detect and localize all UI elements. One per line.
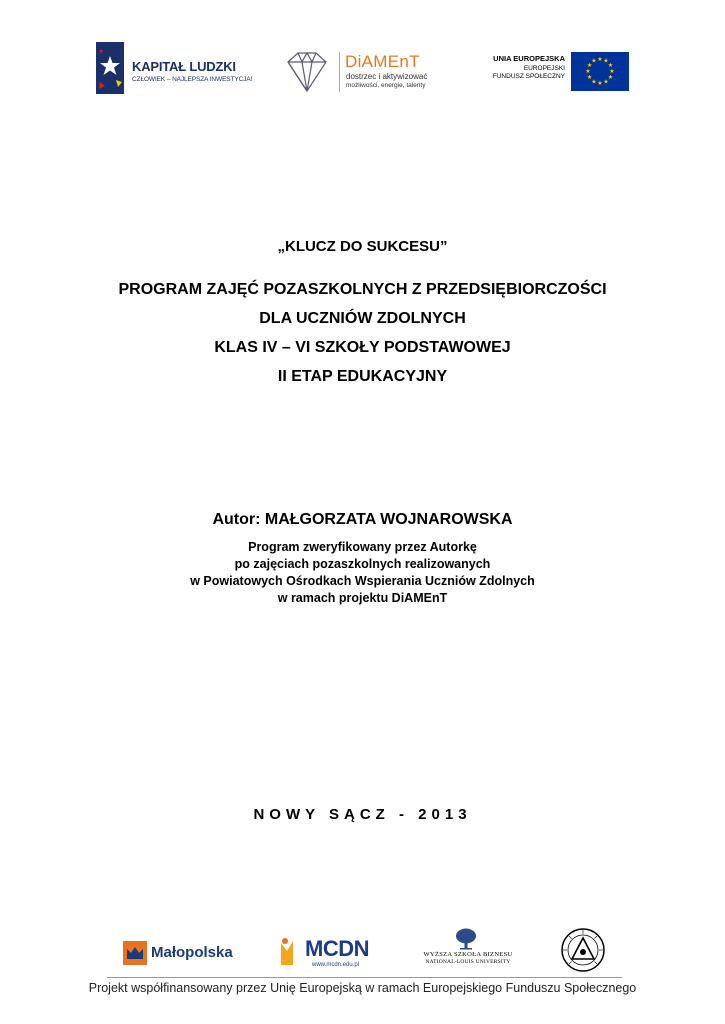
svg-text:★: ★ bbox=[603, 57, 609, 65]
author-line: Autor: MAŁGORZATA WOJNAROWSKA bbox=[212, 511, 513, 528]
program-line-4: II ETAP EDUKACYJNY bbox=[277, 368, 448, 385]
footer-funding-note: Projekt współfinansowany przez Unię Europejską w ramach Europejskiego Funduszu Społecznego bbox=[88, 981, 637, 995]
diament-tagline-2: możliwości, energie, talenty bbox=[346, 82, 426, 89]
program-line-3: KLAS IV – VI SZKOŁY PODSTAWOWEJ bbox=[214, 339, 511, 356]
svg-text:★: ★ bbox=[586, 62, 593, 69]
svg-text:★: ★ bbox=[603, 78, 609, 86]
svg-text:★: ★ bbox=[591, 78, 597, 86]
svg-text:★: ★ bbox=[609, 68, 615, 75]
kapital-ludzki-logo bbox=[96, 42, 256, 94]
program-line-1: PROGRAM ZAJĘĆ POZASZKOLNYCH Z PRZEDSIĘBIORCZOŚCI bbox=[118, 281, 607, 298]
kapital-ludzki-title: KAPITAŁ LUDZKI bbox=[132, 59, 236, 74]
kapital-ludzki-star-icon bbox=[96, 42, 124, 94]
svg-text:★: ★ bbox=[607, 74, 614, 81]
svg-text:★: ★ bbox=[607, 62, 614, 69]
malopolska-logo bbox=[123, 941, 243, 965]
eu-text-block bbox=[493, 54, 565, 80]
eu-european-label: EUROPEJSKI bbox=[523, 65, 565, 72]
svg-text:★: ★ bbox=[586, 74, 593, 81]
malopolska-label: Małopolska bbox=[151, 944, 233, 961]
diament-logo bbox=[282, 50, 442, 96]
wsb-tree-icon bbox=[451, 928, 481, 950]
mcdn-logo bbox=[279, 933, 369, 975]
mcdn-label: MCDN bbox=[305, 936, 369, 961]
verification-line-3: w Powiatowych Ośrodkach Wspierania Uczniów Zdolnych bbox=[190, 574, 535, 588]
mcdn-url: www.mcdn.edu.pl bbox=[312, 962, 360, 968]
eu-fund-label: FUNDUSZ SPOŁECZNY bbox=[492, 73, 565, 80]
wsb-name: WYŻSZA SZKOŁA BIZNESU bbox=[423, 951, 513, 958]
program-line-2: DLA UCZNIÓW ZDOLNYCH bbox=[259, 310, 466, 327]
wsb-university: NATIONAL-LOUIS UNIVERSITY bbox=[425, 959, 511, 965]
nlu-seal-icon bbox=[561, 928, 605, 972]
eu-union-label: UNIA EUROPEJSKA bbox=[493, 54, 565, 63]
svg-text:★: ★ bbox=[597, 80, 603, 87]
svg-text:★: ★ bbox=[585, 68, 591, 75]
document-title: „KLUCZ DO SUKCESU” bbox=[277, 238, 448, 255]
diament-tagline-1: dostrzec i aktywizować bbox=[346, 72, 428, 81]
diament-divider bbox=[339, 52, 340, 92]
svg-text:★: ★ bbox=[597, 56, 603, 63]
footer-divider bbox=[107, 977, 622, 978]
malopolska-crown-icon bbox=[123, 941, 147, 965]
place-date: NOWY SĄCZ - 2013 bbox=[253, 806, 472, 823]
verification-line-2: po zajęciach pozaszkolnych realizowanych bbox=[234, 557, 491, 571]
eu-flag-icon bbox=[571, 52, 629, 91]
wsb-logo bbox=[413, 928, 523, 968]
svg-text:★: ★ bbox=[591, 57, 597, 65]
eu-logo bbox=[474, 52, 629, 92]
diamond-icon bbox=[282, 50, 332, 94]
verification-line-1: Program zweryfikowany przez Autorkę bbox=[248, 540, 477, 554]
diament-title: DiAMEnT bbox=[345, 52, 420, 71]
verification-line-4: w ramach projektu DiAMEnT bbox=[277, 591, 448, 605]
kapital-ludzki-subtitle: CZŁOWIEK – NAJLEPSZA INWESTYCJA! bbox=[132, 76, 253, 83]
